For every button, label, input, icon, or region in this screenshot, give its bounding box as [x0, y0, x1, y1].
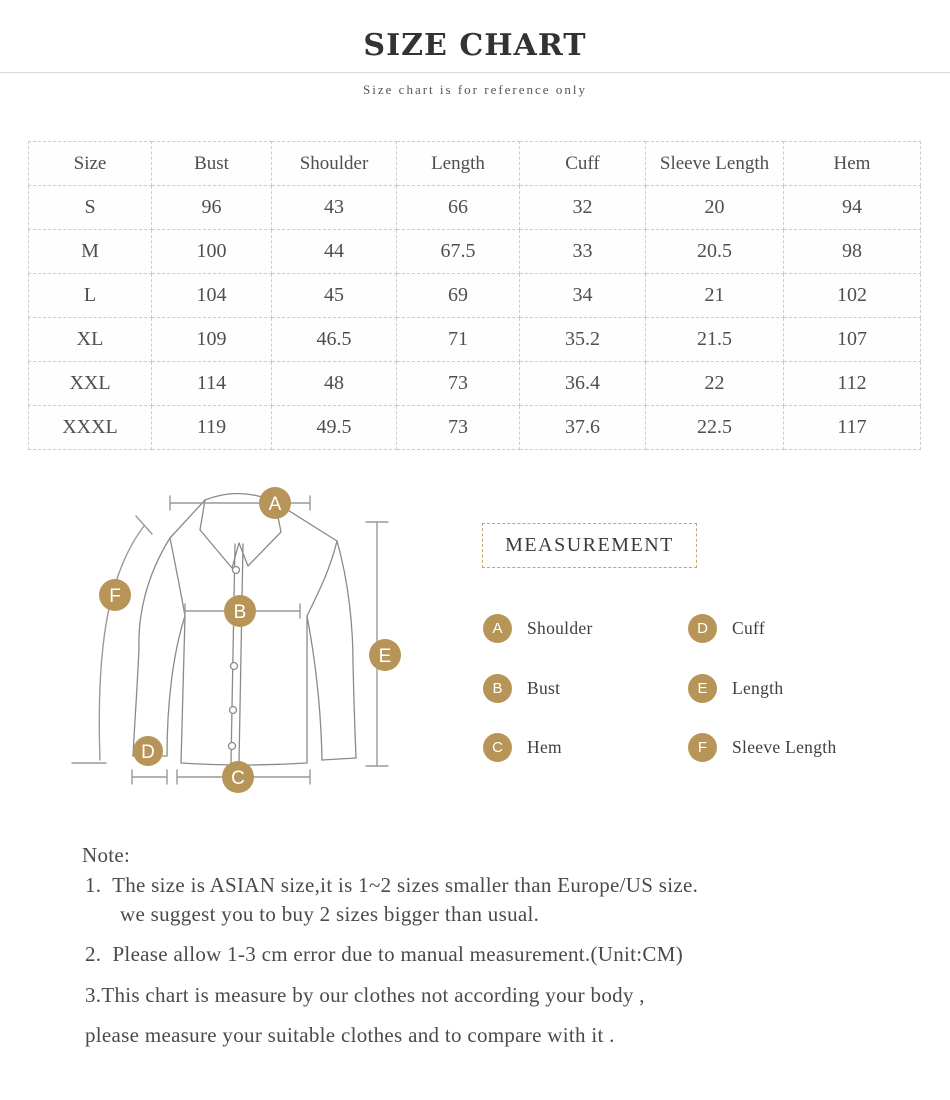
cell-cuff: 33 — [520, 230, 646, 274]
table-header-row — [29, 142, 921, 186]
legend-item-shoulder — [483, 613, 593, 643]
cell-sleeve-length: 22 — [646, 362, 784, 406]
page-title: SIZE CHART — [363, 28, 587, 63]
legend-item-sleeve-length — [688, 732, 837, 762]
cell-shoulder: 49.5 — [272, 406, 397, 450]
col-header-bust: Bust — [152, 142, 272, 186]
marker-b-letter: B — [233, 602, 247, 623]
size-table — [28, 141, 921, 450]
col-header-size: Size — [29, 142, 152, 186]
cell-size: M — [29, 230, 152, 274]
legend-item-bust — [483, 673, 560, 703]
cell-bust: 114 — [152, 362, 272, 406]
cell-size: S — [29, 186, 152, 230]
cell-length: 66 — [397, 186, 520, 230]
marker-e-badge: E — [688, 674, 717, 703]
measurement-guide-lines — [72, 496, 388, 784]
cell-bust: 109 — [152, 318, 272, 362]
cell-cuff: 35.2 — [520, 318, 646, 362]
marker-e-letter: E — [378, 646, 392, 667]
col-header-shoulder: Shoulder — [272, 142, 397, 186]
shirt-measurement-diagram — [60, 478, 460, 808]
shirt-drawing — [133, 493, 356, 765]
cell-sleeve-length: 20 — [646, 186, 784, 230]
cell-bust: 100 — [152, 230, 272, 274]
marker-d-letter: D — [141, 742, 155, 763]
cell-shoulder: 43 — [272, 186, 397, 230]
cell-length: 73 — [397, 406, 520, 450]
marker-f-letter: F — [109, 586, 121, 607]
legend-label-length: Length — [732, 677, 784, 698]
cell-hem: 94 — [784, 186, 921, 230]
cell-bust: 119 — [152, 406, 272, 450]
cell-cuff: 34 — [520, 274, 646, 318]
cell-length: 69 — [397, 274, 520, 318]
marker-f-badge: F — [688, 733, 717, 762]
note-line-3b: please measure your suitable clothes and to compare with it . — [85, 1023, 615, 1047]
legend-item-cuff — [688, 613, 765, 643]
legend-label-shoulder: Shoulder — [527, 617, 593, 638]
cell-length: 73 — [397, 362, 520, 406]
cell-hem: 107 — [784, 318, 921, 362]
legend-label-hem: Hem — [527, 736, 562, 757]
legend-item-hem — [483, 732, 562, 762]
legend-item-length — [688, 673, 783, 703]
cell-size: XXL — [29, 362, 152, 406]
cell-hem: 117 — [784, 406, 921, 450]
cell-shoulder: 46.5 — [272, 318, 397, 362]
legend-label-cuff: Cuff — [732, 617, 765, 638]
col-header-cuff: Cuff — [520, 142, 646, 186]
note-line-1b: we suggest you to buy 2 sizes bigger than usual. — [120, 902, 540, 926]
note-line-2: 2. Please allow 1-3 cm error due to manual measurement.(Unit:CM) — [85, 942, 684, 966]
legend-label-bust: Bust — [527, 677, 561, 698]
cell-sleeve-length: 21 — [646, 274, 784, 318]
marker-a-letter: A — [268, 494, 282, 515]
cell-hem: 102 — [784, 274, 921, 318]
cell-size: XL — [29, 318, 152, 362]
cell-hem: 112 — [784, 362, 921, 406]
cell-length: 67.5 — [397, 230, 520, 274]
header-divider — [0, 72, 950, 73]
cell-shoulder: 48 — [272, 362, 397, 406]
table-row — [29, 318, 921, 362]
measurement-box-title: MEASUREMENT — [482, 523, 697, 568]
cell-length: 71 — [397, 318, 520, 362]
marker-b-badge: B — [483, 674, 512, 703]
col-header-sleeve-length: Sleeve Length — [646, 142, 784, 186]
legend-label-sleeve-length: Sleeve Length — [732, 736, 837, 757]
col-header-length: Length — [397, 142, 520, 186]
cell-sleeve-length: 21.5 — [646, 318, 784, 362]
table-row — [29, 362, 921, 406]
marker-c-badge: C — [483, 733, 512, 762]
col-header-hem: Hem — [784, 142, 921, 186]
marker-c-letter: C — [231, 768, 245, 789]
cell-cuff: 37.6 — [520, 406, 646, 450]
marker-a-badge: A — [483, 614, 512, 643]
cell-bust: 104 — [152, 274, 272, 318]
table-row — [29, 186, 921, 230]
note-line-3: 3.This chart is measure by our clothes not according your body , — [85, 983, 645, 1007]
cell-shoulder: 44 — [272, 230, 397, 274]
cell-shoulder: 45 — [272, 274, 397, 318]
cell-hem: 98 — [784, 230, 921, 274]
cell-cuff: 32 — [520, 186, 646, 230]
cell-sleeve-length: 22.5 — [646, 406, 784, 450]
notes-title: Note: — [82, 843, 131, 867]
table-row — [29, 274, 921, 318]
marker-d-badge: D — [688, 614, 717, 643]
page-subtitle: Size chart is for reference only — [363, 82, 587, 97]
table-row — [29, 230, 921, 274]
cell-sleeve-length: 20.5 — [646, 230, 784, 274]
cell-cuff: 36.4 — [520, 362, 646, 406]
cell-bust: 96 — [152, 186, 272, 230]
table-row — [29, 406, 921, 450]
cell-size: L — [29, 274, 152, 318]
cell-size: XXXL — [29, 406, 152, 450]
note-line-1: 1. The size is ASIAN size,it is 1~2 sizes smaller than Europe/US size. — [85, 873, 699, 897]
